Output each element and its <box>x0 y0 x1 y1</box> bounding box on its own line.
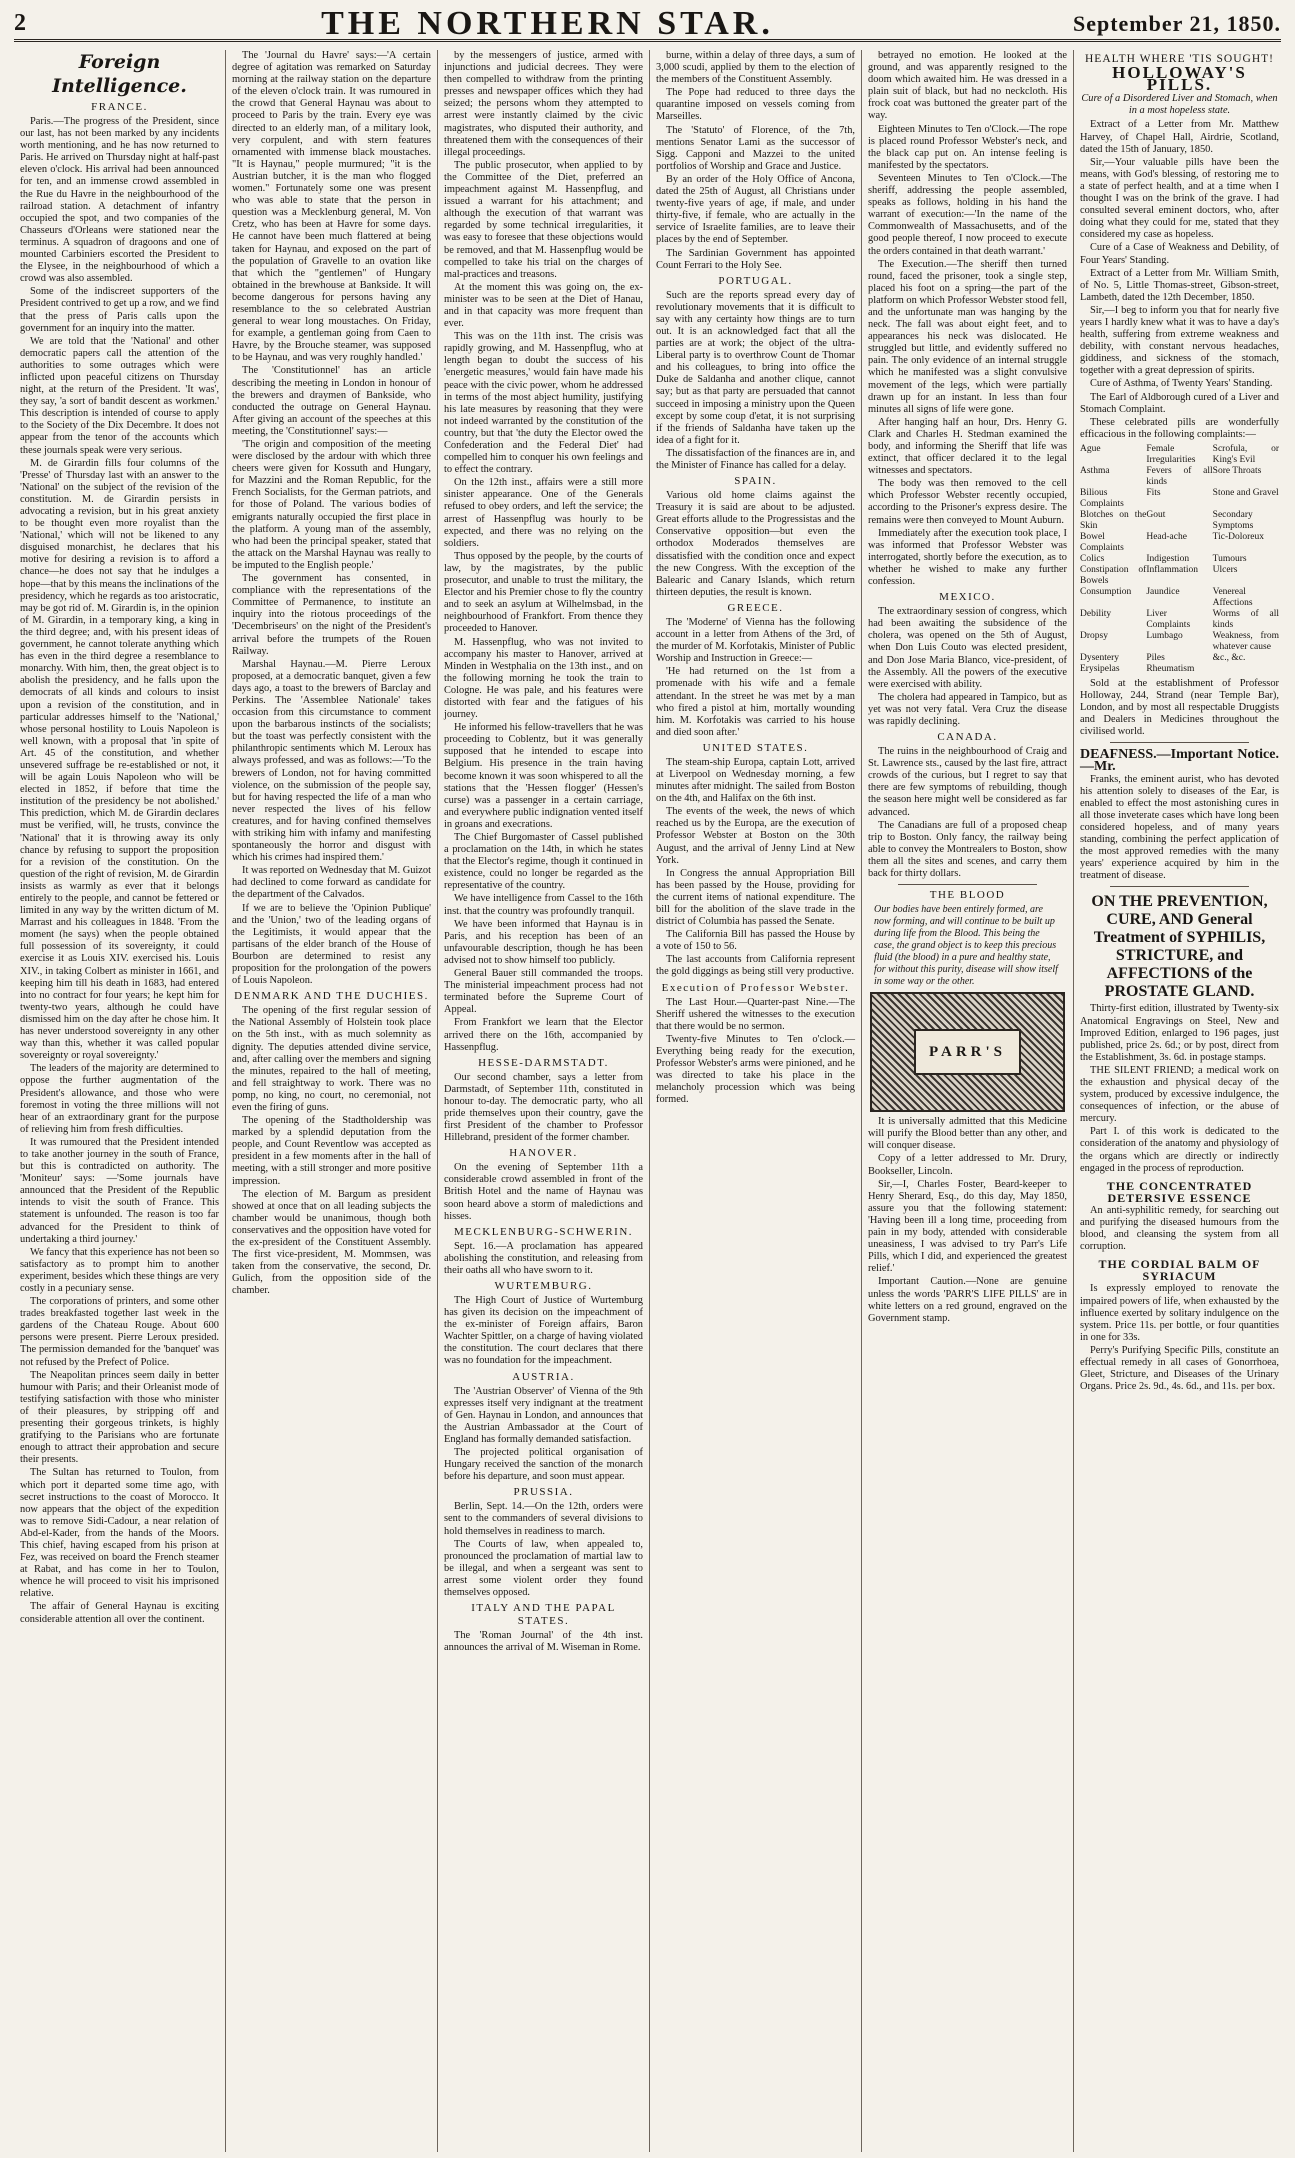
paragraph: The 'Austrian Observer' of Vienna of the 9th expresses itself very indignant at the treatment of Gen. Haynau in London, and announces that the Austrian Ambassador at the Court of England has formally demanded satisfaction. <box>444 1385 643 1445</box>
paragraph: The Courts of law, when appealed to, pronounced the proclamation of martial law to be illegal, and when a sergeant was sent to arrest some violent order they found themselves opposed. <box>444 1538 643 1598</box>
paragraph: On the 12th inst., affairs were a still more sinister appearance. One of the Generals refused to obey orders, and left the service; the arrest of Hassenpflug was hourly to be expected, and there was no relying on the soldiers. <box>444 477 643 549</box>
complaint-item: Female Irregularities <box>1146 443 1196 465</box>
paragraph: Berlin, Sept. 14.—On the 12th, orders were sent to the commanders of several divisions to hold themselves in readiness to march. <box>444 1501 643 1537</box>
paragraph: At the moment this was going on, the ex-minister was to be seen at the Diet of Hanau, and in that capacity was more frequent than ever. <box>444 281 643 330</box>
paragraph: The 'Statuto' of Florence, of the 7th, mentions Senator Lami as the successor of Sigg. Capponi and Mazzei to the united portfolios of Worship and Grace and Justice. <box>656 124 855 172</box>
paragraph: M. de Girardin fills four columns of the 'Presse' of Thursday last with an answer to the 'National' on the subject of the revision of the constitution. M. de Girardin persists in advocating a revision, but in his great anxiety to be thought even more royalist than the 'National,' which will not be likened to any disguised monarchist, he declares that his motive for desiring a revision is to afford a chance—he does not say that he indulges a hope—that by this means the inclinations of the presidency, which he regards as too aristocratic, may be got rid of. M. Girardin is, in the opinion of M. Girardin, in a temporary king, a king in the third degree; and, with his present ideas of government, he cannot tolerate anything which has even in the third degree a resemblance to monarchy. With him, then, the great object is to abolish the presidency, and he falls upon the democrats of all kinds and colours to insist upon a revision of the constitution, and in particular addresses himself to the 'National,' whose personal hostility to Louis Napoleon is well known, with a proposal that 'in spite of Art. 45 of the constitution, and whether unsevered suffrage be re-established or not, it will be again Louis Napoleon who will be elected in 1852, if before that time the institution of the presidency be not abolished.' This prediction, which M. de Girardin declares must be verified, will, he trusts, convince the 'National' that it is throwing away its only chance by refusing to support the proposition for a revision of the constitution. On the question of the right of revision, M. de Girardin insists as warmly as ever that it belongs entirely to the people, and cannot be fettered or limited in any way by the written dictum of M. Marrast and his colleagues in 1848. 'From the moment (he says) when the people obtained full possession of its sovereignty, it could exercise it as Louis XIV. exercised his. Louis XIV., in taking Colbert as minister in 1661, and keeping him till his death in 1683, had entered into no contract for four years; he kept him for twenty-two years, although he could have dismissed him on the day after he chose him. It has never understood sovereignty in any other way than this, whether it was called popular sovereignty or royal sovereignty.' <box>20 457 219 1062</box>
subhead-greece: GREECE. <box>727 601 784 614</box>
complaint-item: Stone and Gravel <box>1212 487 1279 498</box>
column-5 <box>862 50 1074 2152</box>
complaint-item <box>1213 664 1279 675</box>
paragraph: The 'Moderne' of Vienna has the following account in a letter from Athens of the 3rd, of the murder of M. Korfotakis, Minister of Public Worship and Instruction in Greece:— <box>656 616 855 665</box>
column-3-body-wurtemburg <box>444 1295 643 1368</box>
subhead-wurtemburg: WURTEMBURG. <box>494 1280 593 1292</box>
paragraph: The election of M. Bargum as president showed at once that on all leading subjects the chamber would be unanimous, though both conservatives and the opposition have voted for the ex-president of the Constituent Assembly. The first vice-president, M. Mommsen, was taken from the conservative, the second, Dr. Gulich, from the opposition side of the chamber. <box>232 1188 431 1297</box>
paragraph: The opening of the Stadtholdership was marked by a splendid deputation from the people, and Count Reventlow was accepted as president in a few moments after in the hall of meeting, with a still stronger and more positive impression. <box>232 1115 431 1187</box>
complaint-item: Sore Throats <box>1212 465 1262 476</box>
holloway-ad-subtitle: Cure of a Disordered Liver and Stomach, when in a most hopeless state. <box>1081 93 1278 117</box>
paragraph: If we are to believe the 'Opinion Publique' and the 'Union,' two of the leading organs of the Legitimists, it would appear that the partisans of the elder branch of the House of Bourbon are determined to resist any proposition for the prolongation of the powers of Louis Napoleon. <box>232 902 431 987</box>
complaint-item: Secondary Symptoms <box>1212 509 1254 531</box>
paragraph: Copy of a letter addressed to Mr. Drury, Bookseller, Lincoln. <box>868 1153 1067 1177</box>
column-3-body <box>444 50 643 1054</box>
divider-rule <box>898 884 1037 885</box>
paragraph: Extract of a Letter from Mr. William Smith, of No. 5, Little Thomas-street, Gibson-street, Lambeth, dated the 12th December, 1850. <box>1080 267 1279 303</box>
paragraph: The corporations of printers, and some other trades breakfasted together last week in the gardens of the Chateau Rouge. About 600 persons were present. Pierre Leroux presided. The permission demanded for the 'banquet' was not refused by the Prefect of Police. <box>20 1296 219 1368</box>
paragraph: This was on the 11th inst. The crisis was rapidly growing, and M. Hassenpflug, who at length began to doubt the success of his 'energetic measures,' would fain have made his peace with the civic power, whom he addressed in terms of the most abject humility, justifying his late measures by reasoning that they were not indeed warranted by the constitution of the country, but that 'the duty the Elector owed the Confederation and the Federal Diet' had compelled him to conquer his own feelings and to effect the contrary. <box>444 331 643 476</box>
paragraph: Franks, the eminent aurist, who has devoted his attention solely to diseases of the Ear, is enabled to effect the most astonishing cures in all those inveterate cases which have long been considered hopeless, and of many years standing, combining the perfect application of the most approved remedies with the many years' experience acquired by him in the treatment of disease. <box>1080 773 1279 882</box>
paragraph: The Sultan has returned to Toulon, from which port it departed some time ago, with secret instructions to the coast of Morocco. It now appears that the object of the expedition was to remove Sidi-Cadour, a near relation of Abd-el-Kader, from the hands of the Moors. This chief, having escaped from his prison at Fez, was received on board the French steamer at Rabat, and has come in her to Toulon, whence he will proceed to visit his imprisoned relative. <box>20 1467 219 1600</box>
paragraph: Thirty-first edition, illustrated by Twenty-six Anatomical Engravings on Steel, New and Improved Edition, enlarged to 196 pages, just published, price 2s. 6d.; or by post, direct from the Establishment, 3s. 6d. in postage stamps. <box>1080 1003 1279 1063</box>
paragraph: Sir,—I, Charles Foster, Beard-keeper to Henry Sherard, Esq., do this day, May 1850, assure you that the following statement: 'Having been ill a long time, proceeding from pain in my body, attended with considerable uneasiness, I was advised to try Parr's Life Pills, which I did, and experienced the greatest relief.' <box>868 1178 1067 1275</box>
complaint-item: Debility <box>1080 608 1112 619</box>
paragraph: The Neapolitan princes seem daily in better humour with Paris; and their Orleanist mode of testifying satisfaction with those who minister of their pleasures, by stripping off and presenting their gorgeous trinkets, is highly gratifying to the Parisians who are fortunate enough to attract their approbation and secure their presents. <box>20 1369 219 1466</box>
holloway-ad-title: HOLLOWAY'S PILLS. <box>1112 63 1247 95</box>
paragraph: The Earl of Aldborough cured of a Liver and Stomach Complaint. <box>1080 391 1279 415</box>
complaint-item: Venereal Affections <box>1212 586 1253 608</box>
paragraph: These celebrated pills are wonderfully efficacious in the following complaints:— <box>1080 416 1279 440</box>
engraving-illustration <box>870 992 1065 1112</box>
column-5-body <box>868 50 1067 588</box>
paragraph: The extraordinary session of congress, which had been awaiting the subsidence of the cholera, was opened on the 5th of August, when Don Luis Couto was elected president, and Don Jose Maria Blanco, vice-president, of the Assembly. All the powers of the executive were exercised with ability. <box>868 606 1067 690</box>
cordial-balm-head: THE CORDIAL BALM OF SYRIACUM <box>1098 1257 1261 1284</box>
complaint-item: &c., &c. <box>1212 652 1246 663</box>
column-2-body <box>232 50 431 987</box>
paragraph: M. Hassenpflug, who was not invited to accompany his master to Hanover, arrived at Minden in Westphalia on the 13th inst., and on the following morning he took the train to Cologne. He was pale, and his features were distorted with fear and the fatigues of his journey. <box>444 636 643 721</box>
holloway-ad-kicker: HEALTH WHERE 'TIS SOUGHT! <box>1084 53 1275 65</box>
complaint-item: Ague <box>1080 443 1101 454</box>
column-3-body-italy <box>444 1630 643 1654</box>
paragraph: Is expressly employed to renovate the impaired powers of life, when exhausted by the influence exerted by solitary indulgence on the system. Price 11s. per bottle, or four quantities in one for 33s. <box>1080 1283 1279 1343</box>
paragraph: Paris.—The progress of the President, since our last, has not been marked by any incidents worth mentioning, and he has now returned to Paris. He arrived on Thursday night at half-past eleven o'clock. His arrival had been announced for ten, and an immense crowd assembled in the Rue du Havre in the neighbourhood of the railroad station. A detachment of infantry occupied the spot, and two companies of the Chasseurs d'Orleans were stationed near the terminus. A squadron of dragoons and one of mounted Carbiniers escorted the President to the Elysee, in the neighbourhood of which a crowd was also assembled. <box>20 116 219 285</box>
complaint-item: Jaundice <box>1146 586 1180 597</box>
paragraph: Sir,—Your valuable pills have been the means, with God's blessing, of restoring me to a state of perfect health, and at a time when I thought I was on the brink of the grave. I had consulted several eminent doctors, who, after doing what they could for me, stated that they considered my case as hopeless. <box>1080 156 1279 241</box>
paragraph: After hanging half an hour, Drs. Henry G. Clark and Charles H. Stedman examined the body, and informing the Sheriff that life was extinct, that officer declared it to the legal witnesses and spectators. <box>868 416 1067 477</box>
paragraph: The public prosecutor, when applied to by the Committee of the Diet, preferred an impeachment against M. Hassenpflug, and issued a warrant for his attachment; and although the execution of that warrant was regarded by some technical irregularities, it was easy to foresee that these objections would be removed, and that M. Hassenpflug would be compelled to take his trial on the charges of mal-practices and treasons. <box>444 159 643 280</box>
paragraph: The affair of General Haynau is exciting considerable attention all over the continent. <box>20 1601 219 1625</box>
paragraph: The opening of the first regular session of the National Assembly of Holstein took place on the 5th inst., with as much solemnity as dignity. The deputies attended divine service, and, after calling over the members and signing the minutes, repaired to the hall of meeting, and fell straightway to work. There was no pomp, no king, no court, no ceremonial, not even the firing of guns. <box>232 1005 431 1113</box>
subhead-canada: CANADA. <box>937 731 998 744</box>
newspaper-title: THE NORTHERN STAR. <box>321 4 774 42</box>
paragraph: Twenty-five Minutes to Ten o'clock.—Everything being ready for the execution, Professor Webster's arms were pinioned, and he was directed to take his place in the melancholy procession which was being formed. <box>656 1033 855 1106</box>
column-5-body-canada <box>868 746 1067 880</box>
complaint-item: Indigestion <box>1146 553 1190 564</box>
prevention-ad-body <box>1080 1003 1279 1174</box>
subhead-spain: SPAIN. <box>734 475 777 488</box>
paragraph: 'He had returned on the 1st from a promenade with his wife and a female attendant. In the street he was met by a man who fired a pistol at him, mortally wounding him. M. Korfotakis was carried to his house and died soon after.' <box>656 666 855 738</box>
paragraph: THE SILENT FRIEND; a medical work on the exhaustion and physical decay of the system, produced by excessive indulgence, the consequences of infection, or the abuse of mercury. <box>1080 1064 1279 1125</box>
paragraph: Part I. of this work is dedicated to the consideration of the anatomy and physiology of the organs which are directly or indirectly engaged in the process of reproduction. <box>1080 1126 1279 1174</box>
paragraph: by the messengers of justice, armed with injunctions and judicial decrees. They were then compelled to withdraw from the printing presses and newspaper offices which they had seized; the persons whom they attempted to arrest were instantly claimed by the civic magistrates, who disputed their authority, and threatened them with the consequences of their illegal proceedings. <box>444 50 643 158</box>
paragraph: 'The origin and composition of the meeting were disclosed by the ardour with which three cheers were given for Kossuth and Hungary, for Mazzini and the Roman Republic, for the French Socialists, for the German patriots, and for those of Poland. The various bodies of emigrants naturally occupied the first place in the platform. A young man of the assembly, who had been the principal speaker, stated that the attack on the Marshal Haynau was really to be imputed to the English people.' <box>232 439 431 571</box>
complaint-item: Inflammation <box>1146 564 1199 575</box>
paragraph: burne, within a delay of three days, a sum of 3,000 scudi, applied by them to the election of the members of the Constituent Assembly. <box>656 50 855 86</box>
issue-date: September 21, 1850. <box>1072 10 1281 36</box>
complaint-item: Asthma <box>1080 465 1110 476</box>
paragraph: Such are the reports spread every day of revolutionary movements that it is difficult to say with any certainty how things are to turn out. It is an acknowledged fact that all the parties are at work; the object of the ultra-Liberal party is to overthrow Count de Thomar and his colleagues, to bring into office the Duke de Saldanha and another clique, cannot say; but as that party are persuaded that cannot succeed in imposing a ministry upon the Queen except by some coup d'etat, it is not surprising if the friends of Saldanha have taken up the idea of a fight for it. <box>656 289 855 446</box>
column-4-body-portugal <box>656 290 855 472</box>
subhead-italy: ITALY AND THE PAPAL STATES. <box>471 1602 616 1628</box>
complaint-item: Rheumatism <box>1146 663 1195 674</box>
paragraph: The dissatisfaction of the finances are in, and the Minister of Finance has called for a delay. <box>656 447 855 471</box>
column-3-body-hesse <box>444 1072 643 1145</box>
column-5-body-mexico <box>868 606 1067 728</box>
paragraph: betrayed no emotion. He looked at the ground, and was apparently resigned to the doom which awaited him. He was dressed in a plain suit of black, but had no neckcloth. His frock coat was buttoned the greater part of the way. <box>868 50 1067 122</box>
paragraph: The 'Journal du Havre' says:—'A certain degree of agitation was remarked on Saturday morning at the railway station on the departure of the eleven o'clock train. It was rumoured in the crowd that General Haynau was about to proceed to Paris by the train. Every eye was directed to an elderly man, of a military look, very corpulent, and with stern features ornamented with immense black moustaches. "It is Haynau," people murmured; "it is the Austrian butcher, it is the man who flogged women." Fortunately some one was present who was able to state that the person in question was a Mecklenburg general, M. Von Cretz, who has been at Havre for some days. He cannot have been much flattered at being taken for Haynau, and exposed on the part of the population of Gravelle to an ovation like that which the "gentlemen" of Hungary obtained in the brewhouse at Bankside. It will become dangerous for persons having any resemblance to the so celebrated Austrian general to wear long moustaches. On Friday, for example, a gentleman going from Caen to Havre, by the Brouche steamer, was supposed to be Haynau, and was very roughly handled.' <box>232 50 431 364</box>
paragraph: We have intelligence from Cassel to the 16th inst. that the country was profoundly tranquil. <box>444 893 643 917</box>
paragraph: On the evening of September 11th a considerable crowd assembled in front of the British Hotel and the name of Haynau was soon heard above a storm of maledictions and hisses. <box>444 1162 643 1222</box>
subhead-united-states: UNITED STATES. <box>702 741 809 754</box>
column-2 <box>226 50 438 2152</box>
paragraph: Eighteen Minutes to Ten o'Clock.—The rope is placed round Professor Webster's neck, and the black cap put on. An intense feeling is manifested by the spectators. <box>868 123 1067 171</box>
section-title: Foreign Intelligence. <box>52 51 187 97</box>
deafness-notice-body <box>1080 774 1279 883</box>
complaint-item: Constipation of Bowels <box>1080 564 1147 586</box>
subhead-denmark: DENMARK AND THE DUCHIES. <box>234 990 429 1003</box>
paragraph: The Canadians are full of a proposed cheap trip to Boston. Only fancy, the railway being able to convey the Montrealers to Boston, show them all the sites and scenes, and carry them back for thirty dollars. <box>868 819 1067 879</box>
column-4-body-execution <box>656 997 855 1107</box>
deafness-notice-head: DEAFNESS.—Important Notice.—Mr. <box>1080 747 1279 775</box>
subhead-hesse-darmstadt: HESSE-DARMSTADT. <box>478 1056 609 1069</box>
detersive-essence-body <box>1080 1205 1279 1253</box>
paragraph: Seventeen Minutes to Ten o'Clock.—The sheriff, addressing the people assembled, speaks as follows, holding in his hand the warrant of execution:—'In the name of the Commonwealth of Massachusetts, and of the good people thereof, I now proceed to execute the orders contained in that death warrant.' <box>868 172 1067 257</box>
paragraph: Sept. 16.—A proclamation has appeared abolishing the constitution, and releasing from their oaths all who have sworn to it. <box>444 1240 643 1276</box>
complaint-item: Weakness, from whatever cause <box>1212 630 1279 652</box>
column-2-body-denmark <box>232 1005 431 1297</box>
paragraph: Various old home claims against the Treasury it is said are about to be adjusted. Great efforts allude to the Progressistas and the Conservative opposition—but even the orthodox Moderados themselves are dissatisfied with the condition once and expect the new Congress. With the exception of the Balearic and Canary Islands, which return thirteen deputies, the result is known. <box>656 490 855 598</box>
column-1 <box>14 50 226 2152</box>
paragraph: Extract of a Letter from Mr. Matthew Harvey, of Chapel Hall, Airdrie, Scotland, dated the 15th of January, 1850. <box>1080 119 1279 155</box>
paragraph: The Chief Burgomaster of Cassel published a proclamation on the 14th, in which he states that the Elector's regime, though it continued in existence, could no longer be regarded as the representative of the country. <box>444 832 643 892</box>
paragraph: Important Caution.—None are genuine unless the words 'PARR'S LIFE PILLS' are in white letters on a red ground, engraved on the Government stamp. <box>868 1276 1067 1324</box>
column-3-body-hanover <box>444 1162 643 1222</box>
subhead-prussia: PRUSSIA. <box>513 1486 574 1499</box>
masthead <box>14 4 1281 42</box>
holloway-ad-body <box>1080 119 1279 440</box>
complaint-item: Erysipelas <box>1080 663 1120 674</box>
paragraph: The steam-ship Europa, captain Lott, arrived at Liverpool on Wednesday morning, a few minutes after midnight. The sailed from Boston on the 4th, and Halifax on the 6th inst. <box>656 756 855 805</box>
paragraph: We are told that the 'National' and other democratic papers call the attention of the authorities to some outrages which were inflicted upon peaceful citizens on Thursday night, at the return of the President. 'It was', they say, 'a sort of bandit descent as workmen.' This description is intended of course to apply to the Society of the Dix Decembre. It does not appear from the tenor of the accounts which these journals speak were very serious. <box>20 335 219 456</box>
holloway-ad-footer: Sold at the establishment of Professor Holloway, 244, Strand (near Temple Bar), London, and by most all respectable Druggists and Dealers in Medicines throughout the civilised world. <box>1080 677 1279 738</box>
paragraph: The government has consented, in compliance with the representations of the Committee of Permanence, to institute an inquiry into the riotous proceedings of the 'Decembriseurs' on the night of the President's arrival before the trumpets of the Rouen Railway. <box>232 573 431 657</box>
paragraph: The Sardinian Government has appointed Count Ferrari to the Holy See. <box>656 247 855 271</box>
paragraph: Cure of Asthma, of Twenty Years' Standing. <box>1090 378 1273 390</box>
divider-rule <box>1110 742 1249 743</box>
paragraph: The High Court of Justice of Wurtemburg has given its decision on the impeachment of the ex-minister of Foreign affairs, Baron Wachter Spittler, on a charge of having violated the constitution. The court declares that there was no foundation for the impeachment. <box>444 1295 643 1367</box>
column-grid <box>14 50 1285 2152</box>
complaint-item: Fevers of all kinds <box>1146 465 1213 487</box>
complaint-item: Dysentery <box>1080 652 1120 663</box>
column-6 <box>1074 50 1285 2152</box>
paragraph: The California Bill has passed the House by a vote of 150 to 56. <box>656 929 855 953</box>
divider-rule <box>1110 886 1249 887</box>
subhead-mexico: MEXICO. <box>939 591 996 604</box>
complaint-item: Liver Complaints <box>1146 608 1191 630</box>
paragraph: Our second chamber, says a letter from Darmstadt, of September 11th, constituted in honour to-day. The democratic party, who all pride themselves upon their country, gave the first President of the chamber to Professor Hillebrand, president of the former chamber. <box>444 1071 643 1144</box>
paragraph: Immediately after the execution took place, I was informed that Professor Webster was interrogated, shortly before the execution, as to whether he wished to make any further confession. <box>868 527 1067 588</box>
column-4-body-united-states <box>656 757 855 979</box>
cordial-balm-body <box>1080 1283 1279 1393</box>
paragraph: The cholera had appeared in Tampico, but as yet was not very fatal. Vera Cruz the disease was rapidly declining. <box>868 691 1067 727</box>
paragraph: The last accounts from California represent the gold diggings as being still very productive. <box>656 954 855 978</box>
column-4-body-spain <box>656 490 855 599</box>
engraving-label: PARR'S <box>914 1029 1021 1075</box>
column-3-body-prussia <box>444 1501 643 1599</box>
paragraph: In Congress the annual Appropriation Bill has been passed by the House, providing for the current items of national expenditure. The bill for the abolition of the slave trade in the district of Columbia has passed the Senate. <box>656 867 855 928</box>
column-4-body-greece <box>656 617 855 739</box>
complaint-item: Gout <box>1146 509 1166 520</box>
paragraph: By an order of the Holy Office of Ancona, dated the 25th of August, all Christians under twenty-five years of age, if male, and under thirty-five, if female, who are actually in the service of Israelite families, are to leave their places by the end of September. <box>656 173 855 246</box>
paragraph: It was reported on Wednesday that M. Guizot had declined to come forward as candidate for the department of the Calvados. <box>232 865 431 901</box>
paragraph: Some of the indiscreet supporters of the President contrived to get up a row, and we find that the press of Paris calls upon the government for an inquiry into the matter. <box>20 286 220 334</box>
complaint-item: Ulcers <box>1212 564 1238 575</box>
column-3-body-austria <box>444 1386 643 1484</box>
paragraph: Perry's Purifying Specific Pills, constitute an effectual remedy in all cases of Gonorrhoea, Gleet, Stricture, and Diseases of the Urinary Organs. Price 2s. 9d., 4s. 6d., and 11s. per box. <box>1080 1344 1279 1393</box>
subhead-france: FRANCE. <box>91 101 148 113</box>
complaint-item: Head-ache <box>1146 531 1187 542</box>
column-1-body <box>20 116 219 1626</box>
page-number: 2 <box>14 10 26 36</box>
column-4-body <box>656 50 855 272</box>
paragraph: We have been informed that Haynau is in Paris, and his reception has been of an unfavourable description, though he has been advised not to show himself too publicly. <box>444 918 643 966</box>
complaint-item: Blotches on the Skin <box>1080 509 1147 531</box>
paragraph: Marshal Haynau.—M. Pierre Leroux proposed, at a democratic banquet, given a few days ago, a toast to the brewers of Barclay and Perkins. The 'Assemblee Nationale' takes occasion from this circumstance to comment upon the barbarous instincts of the socialists; but the toast was perfectly consistent with the philanthropic sentiments which M. Leroux has always professed, and was as follows:—'To the brewers of London, not for having committed violence, on the submission of the people say, but for having respected the life of a man who never respected the lives of his fellow creatures, and for having confined themselves with striking him with infamy and manifesting spontaneously the horror and disgust with which his crimes had inspired them.' <box>232 658 431 864</box>
subhead-portugal: PORTUGAL. <box>718 274 793 287</box>
column-3 <box>438 50 650 2152</box>
paragraph: The ruins in the neighbourhood of Craig and St. Lawrence sts., caused by the last fire, attract crowds of the curious, but I regret to say that there are few symptoms of rebuilding, though the season here might well be considered as far advanced. <box>868 746 1067 818</box>
paragraph: An anti-syphilitic remedy, for searching out and purifying the diseased humours from the blood, and cleansing the system from all corruption. <box>1080 1204 1279 1253</box>
paragraph: The 'Constitutionnel' has an article describing the meeting in London in honour of the brewers and draymen of Bankside, who conducted the outrage on General Haynau. After giving an account of the speeches at this meeting, the 'Constitutionnel' says:— <box>232 365 431 437</box>
paragraph: The leaders of the majority are determined to oppose the further augmentation of the President's allowance, and those who were foremost in voting the three millions will not hear of an extraordinary grant for the purpose of relieving him from fresh difficulties. <box>20 1063 219 1135</box>
paragraph: The Pope had reduced to three days the quarantine imposed on vessels coming from Marseilles. <box>656 87 855 123</box>
subhead-hanover: HANOVER. <box>509 1147 578 1160</box>
subhead-mecklenburg: MECKLENBURG-SCHWERIN. <box>453 1225 634 1238</box>
paragraph: From Frankfort we learn that the Elector arrived there on the 16th, accompanied by Hassenpflug. <box>444 1017 643 1053</box>
blood-ad-text: Our bodies have been entirely formed, are now forming, and will continue to be built up during life from the Blood. This being the case, the grand object is to keep this precious fluid (the blood) in a pure and healthy state, for without this purity, disease will show itself in some way or the other. <box>874 904 1058 988</box>
column-5-body-parrs <box>868 1116 1067 1325</box>
complaint-item: Colics <box>1080 553 1105 564</box>
paragraph: We fancy that this experience has not been so satisfactory as to prompt him to another experiment, besides which these things are very costly in a pecuniary sense. <box>20 1246 220 1294</box>
paragraph: Cure of a Case of Weakness and Debility, of Four Years' Standing. <box>1080 242 1279 266</box>
paragraph: The body was then removed to the cell which Professor Webster recently occupied, according to the Prisoner's express desire. The remains were then conveyed to Mount Auburn. <box>868 478 1067 526</box>
complaint-item: Tic-Doloreux <box>1212 531 1265 542</box>
complaint-item: Lumbago <box>1146 630 1183 641</box>
prevention-ad-head: ON THE PREVENTION, CURE, AND General Treatment of SYPHILIS, STRICTURE, and AFFECTIONS of the PROSTATE GLAND. <box>1091 893 1268 1001</box>
column-4 <box>650 50 862 2152</box>
subhead-austria: AUSTRIA. <box>512 1370 575 1383</box>
paragraph: The projected political organisation of Hungary received the sanction of the monarch before his departure, and soon must appear. <box>444 1447 643 1483</box>
detersive-essence-head: THE CONCENTRATED DETERSIVE ESSENCE <box>1106 1178 1253 1205</box>
complaint-item: Piles <box>1146 652 1165 663</box>
complaints-table <box>1080 444 1279 675</box>
paragraph: It was rumoured that the President intended to take another journey in the south of France, but this is contradicted on authority. The 'Moniteur' says: —'Some journals have announced that the President of the Republic intends to visit the south of France. This statement is unfounded. The reason is too far advanced for the President to think of undertaking a third journey.' <box>20 1136 219 1245</box>
complaint-item: Dropsy <box>1080 630 1108 641</box>
complaint-item: Fits <box>1146 487 1161 498</box>
complaint-item: Bilious Complaints <box>1080 487 1124 509</box>
blood-ad-title: THE BLOOD <box>929 889 1006 902</box>
paragraph: Sir,—I beg to inform you that for nearly five years I hardly knew what it was to have a day's health, suffering from extreme weakness and debility, with constant nervous headaches, giddiness, and sickness of the stomach, together with a great depression of spirits. <box>1080 304 1279 377</box>
column-3-body-mecklenburg <box>444 1241 643 1277</box>
paragraph: General Bauer still commanded the troops. The ministerial impeachment process had not terminated before the Supreme Court of Appeal. <box>444 968 643 1016</box>
paragraph: It is universally admitted that this Medicine will purify the Blood better than any other, and will conquer disease. <box>868 1116 1067 1152</box>
complaint-item: Tumours <box>1212 553 1247 564</box>
complaint-item: Worms of all kinds <box>1212 608 1279 630</box>
paragraph: The events of the week, the news of which reached us by the Europa, are the execution of Professor Webster at Boston on the 30th August, and the arrival of Jenny Lind at New York. <box>656 806 855 866</box>
paragraph: He informed his fellow-travellers that he was proceeding to Coblentz, but it was generally supposed that he intended to escape into Belgium. His presence in the train having become known it was soon whispered to all the stations that the 'Hessen flogger' (Hessen's curse) was a passenger in a certain carriage, and everywhere public indignation vented itself in groans and execrations. <box>444 722 643 830</box>
complaint-item: Consumption <box>1080 586 1132 597</box>
subhead-execution: Execution of Professor Webster. <box>661 981 850 994</box>
complaint-item: Scrofula, or King's Evil <box>1212 443 1279 465</box>
paragraph: The Execution.—The sheriff then turned round, faced the prisoner, took a single step, placed his foot on a spring—the part of the platform on which Professor Webster stood fell, and the unfortunate man was hanging by the neck. The fall was about eight feet, and to appearances his neck was dislocated. He struggled but little, and evidently suffered no pain. The only evidence of an internal struggle which he manifested was a slight convulsive movement of the legs, which were partially drawn up for an instant. In less than four minutes all signs of life were gone. <box>868 258 1067 415</box>
complaint-item: Bowel Complaints <box>1080 531 1124 553</box>
paragraph: The 'Roman Journal' of the 4th inst. announces the arrival of M. Wiseman in Rome. <box>444 1630 643 1654</box>
paragraph: Thus opposed by the people, by the courts of law, by the magistrates, by the public prosecutor, and unable to trust the military, the Elector and his Premier chose to fly the country and to seek an asylum at Wilhelmsbad, in the neighbourhood of Frankfort. From thence they proceeded to Hanover. <box>444 550 643 635</box>
paragraph: The Last Hour.—Quarter-past Nine.—The Sheriff ushered the witnesses to the execution that there would be no sermon. <box>656 996 855 1032</box>
